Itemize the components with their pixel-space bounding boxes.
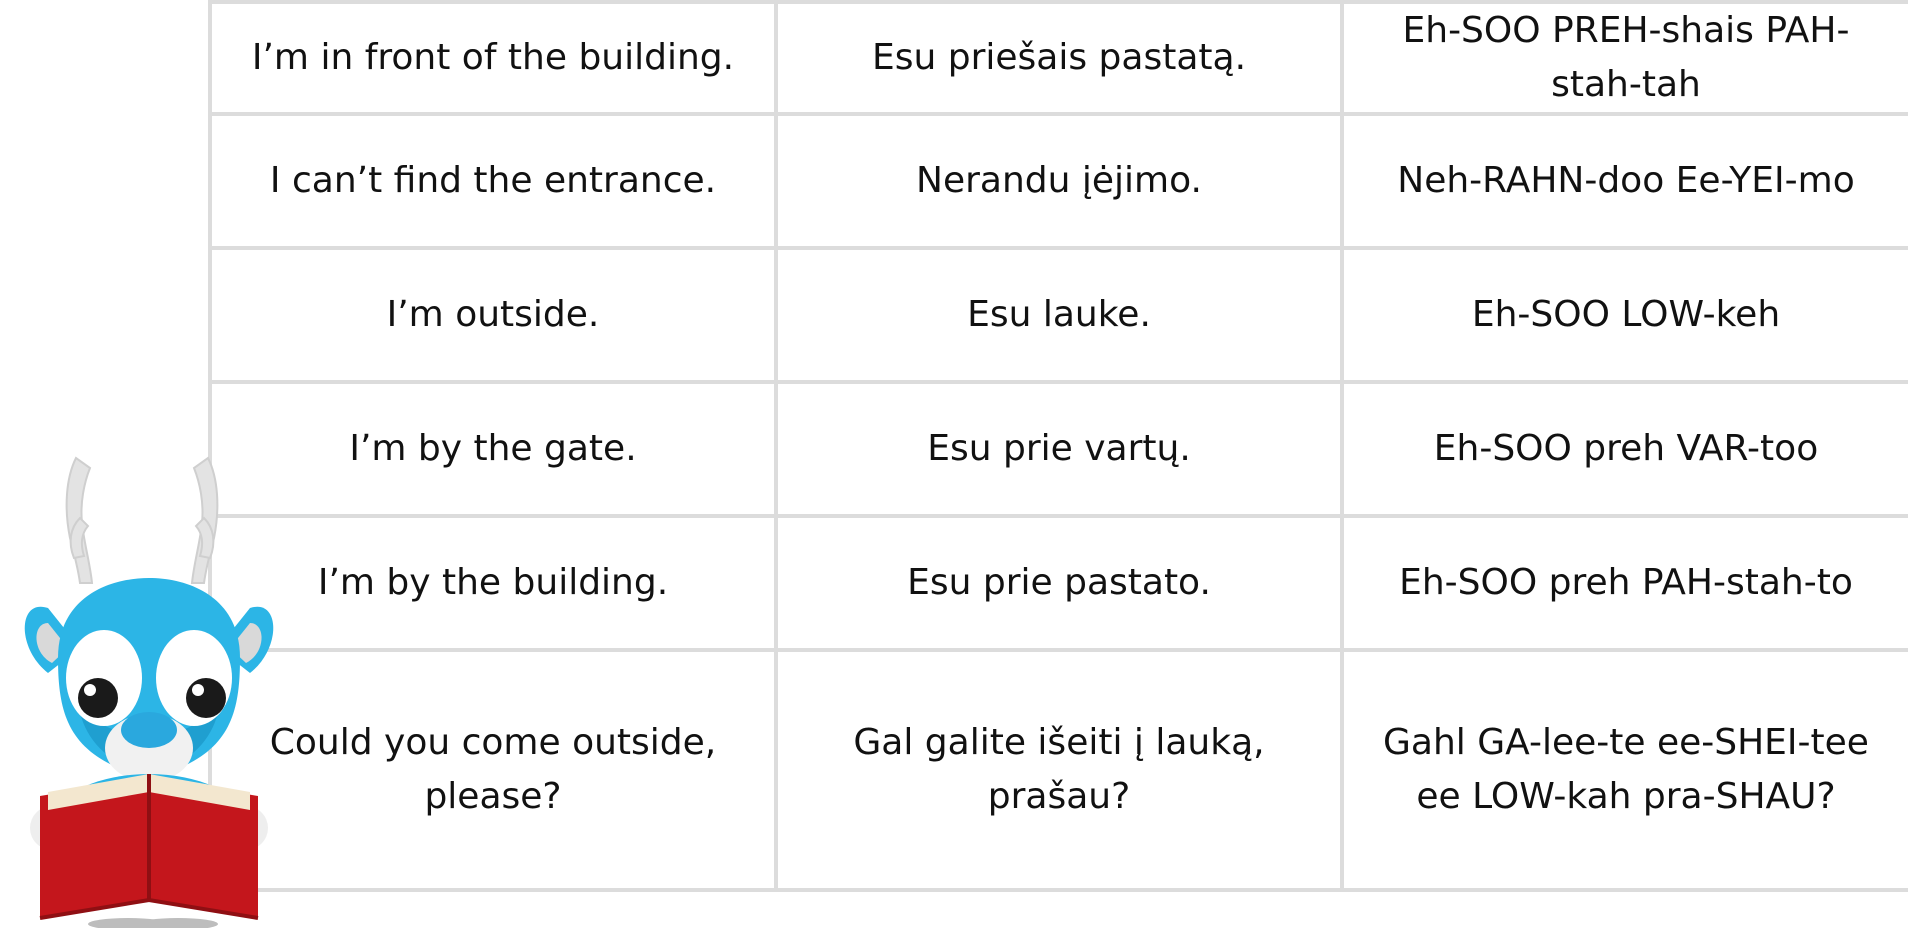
reindeer-mascot-reading-icon [18,448,280,928]
antler-icon [67,458,218,583]
nose-icon [121,712,177,748]
table-row [210,382,1908,516]
pronunciation-cell: Eh-SOO preh VAR-too [1342,382,1908,516]
english-cell: I’m in front of the building. [210,2,776,114]
table-row [210,114,1908,248]
book-icon [40,774,258,928]
phrase-table [208,0,1908,892]
lithuanian-cell: Esu prie pastato. [776,516,1342,650]
english-cell: I’m by the gate. [210,382,776,516]
english-cell: Could you come outside, please? [210,650,776,890]
pronunciation-cell: Eh-SOO LOW-keh [1342,248,1908,382]
lithuanian-cell: Nerandu įėjimo. [776,114,1342,248]
lithuanian-cell: Esu priešais pastatą. [776,2,1342,114]
pronunciation-cell: Eh-SOO preh PAH-stah-to [1342,516,1908,650]
lithuanian-cell: Esu prie vartų. [776,382,1342,516]
lithuanian-cell: Esu lauke. [776,248,1342,382]
table-row [210,248,1908,382]
table-row [210,650,1908,890]
lithuanian-cell: Gal galite išeiti į lauką, prašau? [776,650,1342,890]
english-cell: I’m by the building. [210,516,776,650]
pronunciation-cell: Eh-SOO PREH-shais PAH-stah-tah [1342,2,1908,114]
pronunciation-cell: Gahl GA-lee-te ee-SHEI-tee ee LOW-kah pra-SHAU? [1342,650,1908,890]
pronunciation-cell: Neh-RAHN-doo Ee-YEI-mo [1342,114,1908,248]
table-row [210,516,1908,650]
table-row [210,2,1908,114]
english-cell: I’m outside. [210,248,776,382]
english-cell: I can’t find the entrance. [210,114,776,248]
